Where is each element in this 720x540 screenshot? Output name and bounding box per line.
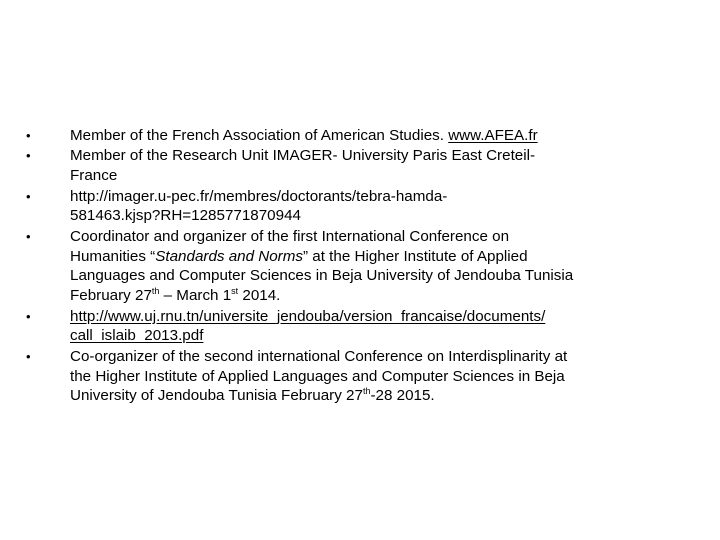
conference-date-sup1: th bbox=[151, 286, 160, 297]
list-item-afea bbox=[26, 126, 694, 146]
uj-link-line2-wrap bbox=[70, 326, 694, 346]
afea-link[interactable]: www.AFEA.fr bbox=[448, 127, 538, 144]
bullet-dot: • bbox=[26, 128, 31, 143]
coorg-date-post: -28 2015. bbox=[370, 387, 435, 405]
conference-date-sup2: st bbox=[231, 286, 239, 297]
bullet-dot: • bbox=[26, 348, 31, 364]
conference-title: Standards and Norms bbox=[155, 247, 303, 265]
item-text-line2: France bbox=[70, 167, 118, 185]
conference-date-mid: – March 1 bbox=[159, 287, 232, 305]
bullet-dot: • bbox=[26, 148, 31, 164]
coorg-line2: the Higher Institute of Applied Languages and Computer Sciences in Beja bbox=[70, 367, 565, 385]
bullet-list bbox=[26, 126, 694, 407]
list-item-uj-link bbox=[26, 307, 694, 347]
uj-link-line1[interactable]: http://www.uj.rnu.tn/universite_jendouba/version_francaise/documents/ bbox=[70, 307, 546, 325]
list-item-imager-url bbox=[26, 187, 694, 227]
conference-date-pre: February 27 bbox=[70, 287, 152, 305]
conference-line2-post: ” at the Higher Institute of Applied bbox=[302, 247, 528, 265]
uj-link-line2[interactable]: call_islaib_2013.pdf bbox=[70, 327, 204, 345]
imager-url-line1: http://imager.u-pec.fr/membres/doctorants/tebra-hamda- bbox=[70, 187, 448, 205]
bullet-dot: • bbox=[26, 188, 31, 204]
coorg-date-sup: th bbox=[362, 386, 371, 397]
conference-line2-pre: Humanities “ bbox=[70, 247, 156, 265]
coorg-date-pre: University of Jendouba Tunisia February 27 bbox=[70, 387, 363, 405]
imager-url-line2: 581463.kjsp?RH=1285771870944 bbox=[70, 207, 301, 225]
item-text: Member of the French Association of American Studies. bbox=[70, 127, 449, 144]
bullet-dot: • bbox=[26, 308, 31, 324]
coorg-line1: Co-organizer of the second international Conference on Interdisplinarity at bbox=[70, 347, 568, 365]
conference-date-post: 2014. bbox=[238, 287, 281, 305]
list-item-conference-2014 bbox=[26, 227, 694, 306]
item-text-line1: Member of the Research Unit IMAGER- University Paris East Creteil- bbox=[70, 147, 536, 165]
list-item-conference-2015 bbox=[26, 347, 694, 406]
conference-line4 bbox=[70, 286, 694, 306]
bullet-dot: • bbox=[26, 228, 31, 244]
coorg-line3 bbox=[70, 386, 694, 406]
conference-line3: Languages and Computer Sciences in Beja University of Jendouba Tunisia bbox=[70, 267, 574, 285]
list-item-imager bbox=[26, 146, 694, 186]
conference-line2 bbox=[70, 247, 694, 267]
conference-line1: Coordinator and organizer of the first International Conference on bbox=[70, 227, 510, 245]
